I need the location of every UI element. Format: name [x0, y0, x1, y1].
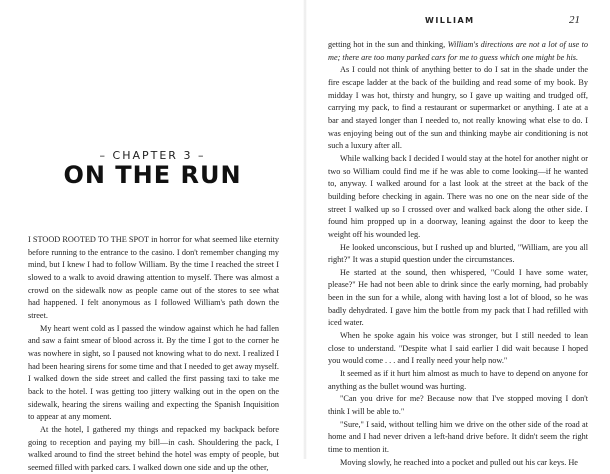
paragraph: It seemed as if it hurt him almost as much to have to depend on anyone for anything as the bullet wound was hurting. — [328, 369, 588, 391]
paragraph: "Can you drive for me? Because now that I've stopped moving I don't think I will be able to." — [328, 394, 588, 417]
running-head: WILLIAM — [425, 16, 475, 25]
continuation-text: getting hot in the sun and thinking, — [328, 40, 448, 49]
paragraph: As I could not think of anything better to do I sat in the shade under the fire escape ladder at the back of the building and read some of my book. By midday I was hot, thirsty and hungry, so I gave up waiting and trudged off, carrying my pack, to find a restaurant or supermarket or anything. I ate at a bar and stayed longer than I needed to, not really knowing what else to do. I was enjoying being out of the sun and thinking maybe air conditioning is not such a luxury after all. — [328, 65, 588, 151]
left-body-text — [28, 234, 279, 474]
paragraph: "Sure," I said, without telling him we drive on the other side of the road at home and I had never driven a left-hand drive before. It didn't seem the right time to mention it. — [328, 419, 588, 454]
left-page — [0, 0, 305, 472]
paragraph: He looked unconscious, but I rushed up and blurted, "William, are you all right?" It was a stupid question under the circumstances. — [328, 242, 588, 265]
chapter-label: – CHAPTER 3 – — [99, 149, 206, 162]
continuation-paragraph — [328, 39, 588, 64]
page-number: 21 — [569, 14, 580, 26]
paragraph: Moving slowly, he reached into a pocket and pulled out his car keys. He — [340, 457, 578, 467]
paragraph: I STOOD ROOTED TO THE SPOT in horror for what seemed like eternity before running to the entrance to the casino. I don't remember changing my mind, but I knew I had to follow William. By the time I reached the street I slowed to a walk to avoid drawing attention to myself. There was almost a crowd on the sidewalk now as people came out of the stores to see what had happened. I felt anonymous as I followed William's path down the street. — [28, 235, 279, 320]
paragraph: My heart went cold as I passed the window against which he had fallen and saw a faint smear of blood across it. By the time I got to the corner he was nowhere in sight, so I paused not knowing what to do next. I realized I had been hearing sirens for some time and that I needed to get away myself. I walked down the side street and called the first passing taxi to take me back to the hotel. I was getting too jittery walking out in the open on the sidewalk, hearing the sirens wailing and expecting the Spanish Inquisition to appear at any moment. — [28, 323, 279, 422]
right-page — [305, 0, 610, 467]
paragraph: He started at the sound, then whispered, "Could I have some water, please?" He had not been able to drink since the early morning, had probably been in the sun for a while, along with having lost a lot of blood, so he was badly dehydrated. I gave him the bottle from my pack that I had refilled with iced water. — [328, 267, 588, 328]
chapter-title: ON THE RUN — [63, 161, 242, 189]
right-body-text — [328, 39, 588, 469]
continuation-italic-text: William's directions are not a lot of use to me; there are too many parked cars for me to guess which one might be his. — [328, 40, 589, 62]
paragraph: While walking back I decided I would stay at the hotel for another night or two so William could find me if he was able to come looking—if he wanted to, anyway. I walked around for a last look at the street at the back of the building before checking in again. There was no one on the near side of the street I walked up so I crossed over and walked back along the other side. I found him propped up in a doorway, leaning against the door to keep the weight off his wounded leg. — [328, 153, 588, 239]
paragraph: When he spoke again his voice was stronger, but I still needed to lean close to understand. "Despite what I said earlier I did wait because I hoped you would come . . . and I really need your help now." — [328, 331, 588, 366]
paragraph: At the hotel, I gathered my things and repacked my backpack before going to reception and paying my bill—in cash. Shouldering the pack, I walked around to find the street behind the hotel was empty of people, but seemed filled with parked cars. I walked down one side and up the other, — [28, 424, 279, 472]
